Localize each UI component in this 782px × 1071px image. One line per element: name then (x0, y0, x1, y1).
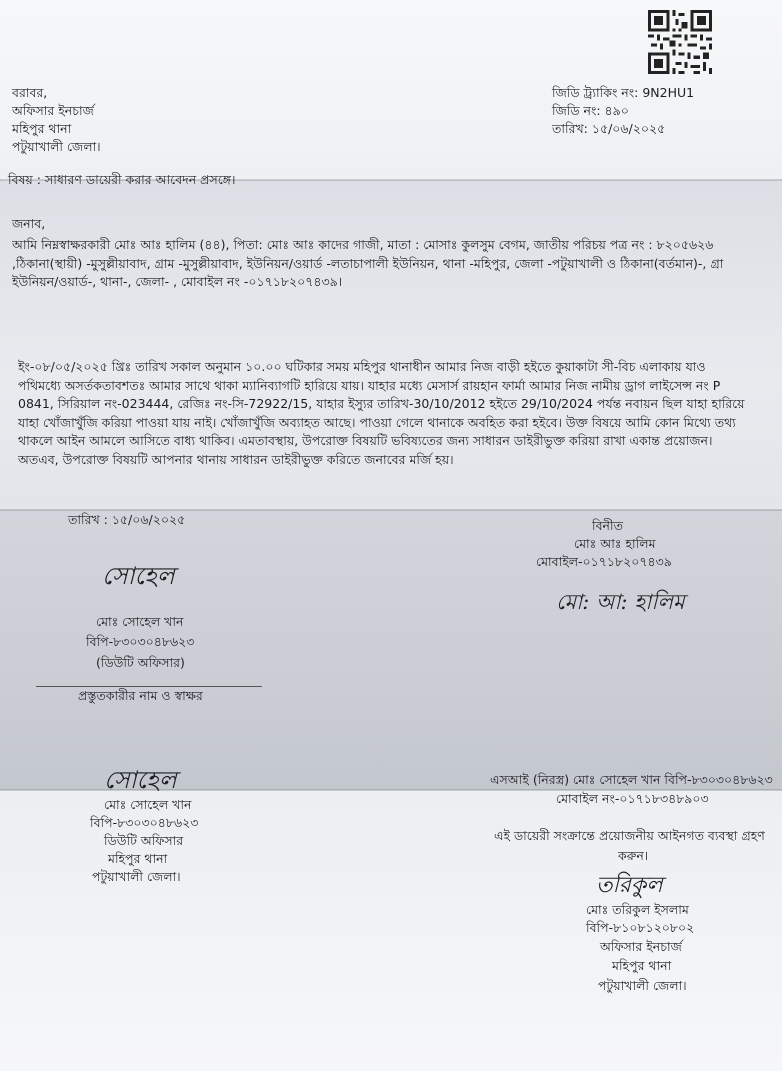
oc-line: মোঃ তরিকুল ইসলাম (586, 902, 689, 917)
si-assignment-line: এসআই (নিরস্ত্র) মোঃ সোহেল খান বিপি-৮৩০৩০৪৮৬২৩ (490, 772, 773, 787)
oc-line: পটুয়াখালী জেলা। (598, 978, 687, 993)
duty-officer-role: (ডিউটি অফিসার) (96, 655, 185, 670)
salutation: জনাব, (12, 216, 46, 231)
paragraph-line: 0841, সিরিয়াল নং-023444, রেজিঃ নং-সি-72922/15, যাহার ইস্যুর তারিখ-30/10/2012 হইতে 29/10/2024 পর্যন্ত নবায়ন ছিল যাহা হারিয়ে (18, 396, 745, 411)
fold-line (0, 509, 782, 511)
gd-number: জিডি নং: ৪৯০ (552, 103, 629, 118)
recipient-line: মহিপুর থানা (12, 121, 72, 136)
footer-date: তারিখ : ১৫/০৬/২০২৫ (68, 512, 186, 527)
paragraph-incident (18, 358, 782, 469)
recipient-line: পটুয়াখালী জেলা। (12, 139, 101, 154)
recipient-line: অফিসার ইনচার্জ (12, 103, 94, 118)
duty-officer-line: বিপি-৮৩০৩০৪৮৬২৩ (90, 815, 199, 830)
prepared-by-label: প্রস্তুতকারীর নাম ও স্বাক্ষর (78, 688, 203, 703)
duty-officer-signature: সোহেল (104, 766, 177, 794)
qr-code-icon (648, 10, 712, 74)
oc-line: বিপি-৮১০৮১২০৮০২ (586, 920, 695, 935)
si-assignment-mobile: মোবাইল নং-০১৭১৮৩৪৮৯০৩ (556, 791, 709, 806)
closing-word: বিনীত (592, 518, 623, 533)
applicant-signature: মো: আ: হালিম (556, 590, 685, 614)
oc-line: মহিপুর থানা (612, 958, 672, 973)
paragraph-line: অতএব, উপরোক্ত বিষয়টি আপনার থানায় সাধারন ডাইরীভুক্ত করিতে জনাবের মর্জি হয়। (18, 451, 454, 467)
applicant-name: মোঃ আঃ হালিম (574, 536, 656, 551)
gd-tracking-number: জিডি ট্র্যাকিং নং: 9N2HU1 (552, 85, 695, 100)
instruction-line: এই ডায়েরী সংক্রান্তে প্রয়োজনীয় আইনগত ব্যবস্থা গ্রহণ (494, 828, 765, 843)
subject-line: বিষয় : সাধারণ ডায়েরী করার আবেদন প্রসঙ্গে। (8, 172, 236, 187)
instruction-line: করুন। (618, 848, 649, 863)
duty-officer-line: ডিউটি অফিসার (104, 833, 184, 848)
paragraph-line: ইউনিয়ন/ওয়ার্ড-, থানা-, জেলা- , মোবাইল নং -০১৭১৮২০৭৪৩৯। (12, 274, 343, 289)
duty-officer-line: পটুয়াখালী জেলা। (92, 869, 181, 884)
recipient-line: বরাবর, (12, 85, 48, 100)
paragraph-line: ইং-০৮/০৫/২০২৫ খ্রিঃ তারিখ সকাল অনুমান ১০.০০ ঘটিকার সময় মহিপুর থানাধীন আমার নিজ বাড়ী হইতে কুয়াকাটা সী-বিচ এলাকায় যাও (18, 359, 706, 374)
paragraph-line: যাহা খোঁজাখুঁজি করিয়া পাওয়া যায় নাই। খোঁজাখুঁজি অব্যাহত আছে। পাওয়া গেলে থানাকে অবহিত করা হইবে। উক্ত বিষয়ে আমি কোন মিথ্যে তথ্য (18, 414, 736, 430)
applicant-mobile: মোবাইল-০১৭১৮২০৭৪৩৯ (536, 554, 672, 569)
duty-officer-signature: সোহেল (102, 562, 175, 590)
oc-line: অফিসার ইনচার্জ (600, 939, 682, 954)
paragraph-line: আমি নিম্নস্বাক্ষরকারী মোঃ আঃ হালিম (৪৪), পিতা: মোঃ আঃ কাদের গাজী, মাতা : মোসাঃ কুলসুম বেগম, জাতীয় পরিচয় পত্র নং : ৮২০৫৬২৬ (12, 237, 714, 252)
signature-rule (36, 686, 262, 687)
paragraph-line: থাকলে আইন আমলে আসিতে বাধ্য থাকিব। এমতাবস্থায়, উপরোক্ত বিষয়টি ভবিষ্যতের জন্য সাধারন ডাইরীভুক্ত করিয়া রাখা একান্ত প্রয়োজন। (18, 433, 713, 448)
paragraph-line: ,ঠিকানা(স্থায়ী) -মুসুল্লীয়াবাদ, গ্রাম -মুসুল্লীয়াবাদ, ইউনিয়ন/ওয়ার্ড -লতাচাপালী ইউনিয়ন, থানা -মহিপুর, জেলা -পটুয়াখালী ও ঠিকানা(বর্তমান)-, গ্রা (12, 255, 724, 271)
duty-officer-line: মহিপুর থানা (108, 851, 168, 866)
duty-officer-bp: বিপি-৮৩০৩০৪৮৬২৩ (86, 634, 195, 649)
header-date: তারিখ: ১৫/০৬/২০২৫ (552, 121, 666, 136)
duty-officer-name: মোঃ সোহেল খান (96, 614, 184, 629)
oc-signature: তরিকুল (596, 873, 663, 898)
paper-section-signatures (0, 510, 782, 790)
paragraph-line: পথিমধ্যে অসর্তকতাবশতঃ আমার সাথে থাকা ম্যানিব্যাগটি হারিয়ে যায়। যাহার মধ্যে মেসার্স রায়হান ফার্মা আমার নিজ নামীয় ড্রাগ লাইসেন্স নং P (18, 377, 721, 393)
duty-officer-line: মোঃ সোহেল খান (104, 797, 192, 812)
paragraph-applicant-details (12, 236, 782, 292)
